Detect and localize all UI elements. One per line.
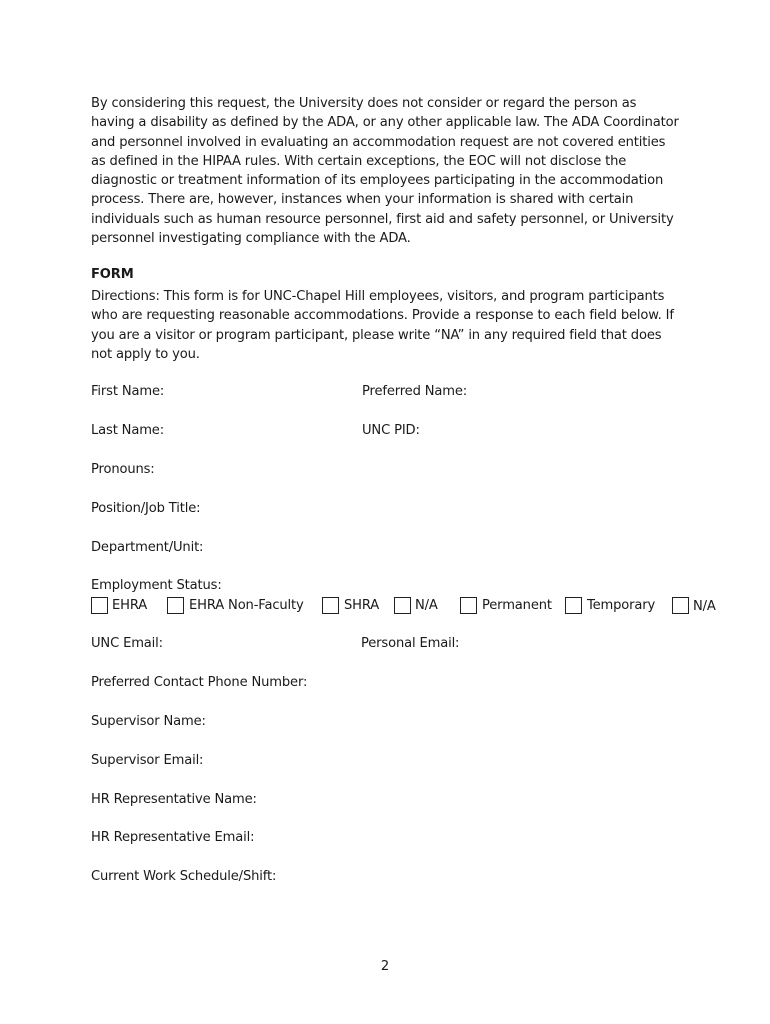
ehra-checkbox[interactable]: [91, 597, 108, 614]
permanent-label: Permanent: [482, 598, 552, 613]
na-checkbox-2[interactable]: [672, 597, 689, 614]
employment-status-options: [89, 597, 729, 617]
intro-line: individuals such as human resource personnel, first aid and safety personnel, or University: [91, 211, 674, 227]
hr-email-field[interactable]: HR Representative Email:: [91, 830, 255, 845]
shra-label: SHRA: [344, 598, 380, 613]
last-name-field[interactable]: Last Name:: [91, 423, 164, 438]
na-label: N/A: [415, 598, 438, 613]
supervisor-email-field[interactable]: Supervisor Email:: [91, 753, 204, 768]
directions-line: who are requesting reasonable accommodations. Provide a response to each field below. If: [91, 308, 674, 324]
phone-field[interactable]: Preferred Contact Phone Number:: [91, 675, 308, 690]
unc-pid-field[interactable]: UNC PID:: [362, 423, 420, 438]
intro-line: diagnostic or treatment information of its employees participating in the accommodation: [91, 173, 664, 189]
shra-checkbox[interactable]: [322, 597, 339, 614]
position-field[interactable]: Position/Job Title:: [91, 501, 201, 516]
directions-line: not apply to you.: [91, 346, 200, 362]
permanent-checkbox[interactable]: [460, 597, 477, 614]
preferred-name-field[interactable]: Preferred Name:: [362, 384, 468, 399]
page-number: 2: [380, 959, 390, 974]
temporary-checkbox[interactable]: [565, 597, 582, 614]
intro-line: personnel investigating compliance with the ADA.: [91, 231, 411, 247]
supervisor-name-field[interactable]: Supervisor Name:: [91, 714, 206, 729]
ehra-non-faculty-label: EHRA Non-Faculty: [189, 598, 304, 613]
intro-line: By considering this request, the University does not consider or regard the person as: [91, 96, 637, 111]
intro-line: and personnel involved in evaluating an accommodation request are not covered entities: [91, 134, 666, 150]
first-name-field[interactable]: First Name:: [91, 384, 165, 399]
ehra-non-faculty-checkbox[interactable]: [167, 597, 184, 614]
department-field[interactable]: Department/Unit:: [91, 540, 204, 555]
personal-email-field[interactable]: Personal Email:: [361, 636, 460, 651]
intro-line: process. There are, however, instances when your information is shared with certain: [91, 192, 634, 208]
na-label-2: N/A: [693, 599, 716, 614]
hr-name-field[interactable]: HR Representative Name:: [91, 792, 257, 807]
form-heading: FORM: [91, 267, 134, 282]
employment-status-label: Employment Status:: [91, 578, 222, 593]
directions-line: Directions: This form is for UNC-Chapel Hill employees, visitors, and program participants: [91, 289, 665, 304]
directions-line: you are a visitor or program participant, please write “NA” in any required field that does: [91, 327, 662, 343]
pronouns-field[interactable]: Pronouns:: [91, 462, 155, 477]
intro-line: having a disability as defined by the ADA, or any other applicable law. The ADA Coordinator: [91, 115, 679, 131]
intro-line: as defined in the HIPAA rules. With certain exceptions, the EOC will not disclose the: [91, 153, 627, 169]
form-directions: [91, 287, 691, 364]
intro-paragraph: [91, 94, 691, 248]
unc-email-field[interactable]: UNC Email:: [91, 636, 163, 651]
ehra-label: EHRA: [112, 598, 148, 613]
work-schedule-field[interactable]: Current Work Schedule/Shift:: [91, 869, 277, 884]
temporary-label: Temporary: [587, 598, 656, 613]
na-checkbox[interactable]: [394, 597, 411, 614]
